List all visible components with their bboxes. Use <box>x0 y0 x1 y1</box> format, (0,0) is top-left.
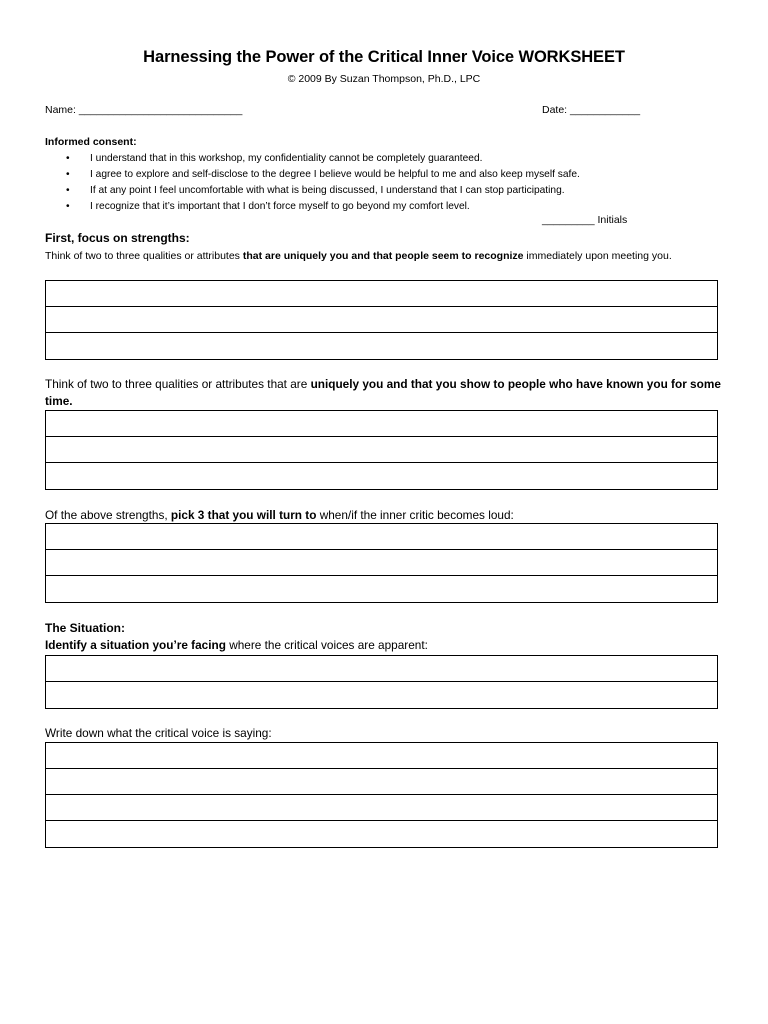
consent-item-text: I agree to explore and self-disclose to the degree I believe would be helpful to me and also keep myself safe. <box>90 169 580 180</box>
consent-item <box>66 199 580 215</box>
bullet-icon: • <box>66 201 70 212</box>
strengths-heading: First, focus on strengths: <box>45 231 190 245</box>
answer-row[interactable] <box>46 743 717 769</box>
answer-row[interactable] <box>46 769 717 795</box>
initials-field: _________ Initials <box>542 214 628 226</box>
consent-item-text: I recognize that it’s important that I don’t force myself to go beyond my comfort level. <box>90 201 470 212</box>
consent-item-text: If at any point I feel uncomfortable with what is being discussed, I understand that I can stop participating. <box>90 185 565 196</box>
situation-prompt-bold: Identify a situation you’re facing <box>45 638 230 652</box>
name-field: Name: ____________________________ <box>45 104 243 116</box>
answer-row[interactable] <box>46 524 717 550</box>
situation-heading: The Situation: <box>45 621 125 635</box>
voice-prompt: Write down what the critical voice is saying: <box>45 726 272 740</box>
strengths-prompt <box>45 249 721 264</box>
known-answer-table <box>45 410 718 490</box>
situation-prompt <box>45 637 721 654</box>
consent-item <box>66 167 580 183</box>
known-prompt <box>45 376 721 410</box>
answer-row[interactable] <box>46 307 717 333</box>
consent-heading: Informed consent: <box>45 136 137 148</box>
answer-row[interactable] <box>46 576 717 602</box>
strengths-prompt-c: immediately upon meeting you. <box>523 250 672 262</box>
pick-prompt-c: when/if the inner critic becomes loud: <box>316 508 514 522</box>
pick-prompt-bold: pick 3 that you will turn to <box>170 508 317 522</box>
situation-prompt-b: where the critical voices are apparent: <box>229 638 428 652</box>
page-title: Harnessing the Power of the Critical Inner Voice WORKSHEET <box>143 48 625 66</box>
answer-row[interactable] <box>46 550 717 576</box>
copyright-line: © 2009 By Suzan Thompson, Ph.D., LPC <box>287 73 481 85</box>
answer-row[interactable] <box>46 463 717 489</box>
consent-item <box>66 151 580 167</box>
strengths-answer-table <box>45 280 718 360</box>
pick-prompt <box>45 507 721 524</box>
bullet-icon: • <box>66 185 70 196</box>
strengths-prompt-bold: that are uniquely you and that people seem to recognize <box>242 250 524 262</box>
pick-answer-table <box>45 523 718 603</box>
voice-answer-table <box>45 742 718 848</box>
answer-row[interactable] <box>46 281 717 307</box>
date-field: Date: ____________ <box>542 104 641 116</box>
consent-item-text: I understand that in this workshop, my confidentiality cannot be completely guaranteed. <box>90 153 483 164</box>
answer-row[interactable] <box>46 821 717 847</box>
consent-item <box>66 183 580 199</box>
answer-row[interactable] <box>46 333 717 359</box>
answer-row[interactable] <box>46 411 717 437</box>
bullet-icon: • <box>66 169 70 180</box>
consent-list <box>66 151 580 215</box>
strengths-prompt-a: Think of two to three qualities or attributes <box>45 250 243 262</box>
answer-row[interactable] <box>46 656 717 682</box>
known-prompt-a: Think of two to three qualities or attributes that are <box>45 377 311 391</box>
answer-row[interactable] <box>46 682 717 708</box>
known-prompt-bold: uniquely you and that you show to people who have known you for some time. <box>45 377 721 408</box>
answer-row[interactable] <box>46 795 717 821</box>
answer-row[interactable] <box>46 437 717 463</box>
pick-prompt-a: Of the above strengths, <box>45 508 171 522</box>
bullet-icon: • <box>66 153 70 164</box>
situation-answer-table <box>45 655 718 709</box>
